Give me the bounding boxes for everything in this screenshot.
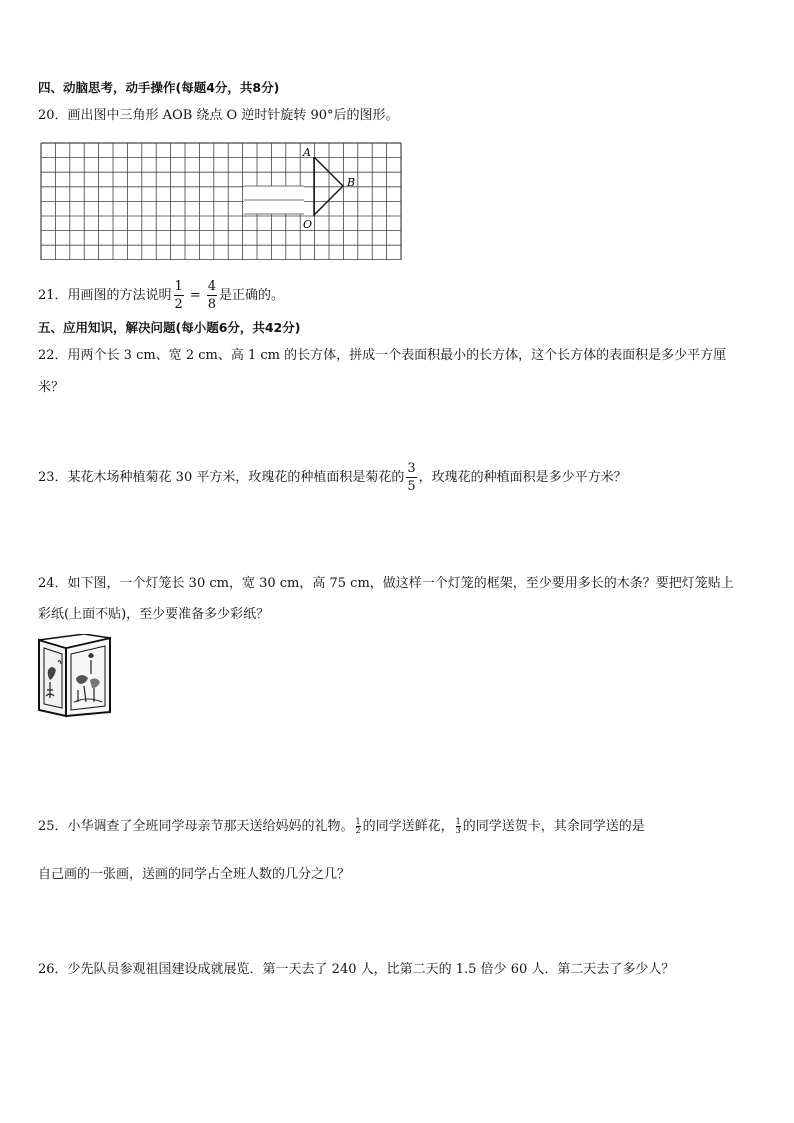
- label-o: O: [303, 218, 313, 231]
- lantern-illustration: [36, 634, 116, 724]
- fraction-numerator: 1: [455, 817, 461, 826]
- question-21-prefix: 21．用画图的方法说明: [38, 288, 172, 303]
- question-25-mid: 的同学送鲜花，: [362, 819, 454, 834]
- fraction-denominator: 2: [174, 297, 183, 312]
- fraction-one-half: [174, 280, 184, 311]
- question-23-suffix: ，玫瑰花的种植面积是多少平方米？: [418, 470, 627, 485]
- question-22-line-1: 22．用两个长 3 cm、宽 2 cm、高 1 cm 的长方体，拼成一个表面积最小的长方体，这个长方体的表面积是多少平方厘: [38, 348, 727, 363]
- fraction-denominator: 8: [207, 297, 217, 312]
- question-21-suffix: 是正确的。: [219, 288, 285, 303]
- rotation-grid-figure: [40, 142, 402, 264]
- question-23-prefix: 23．某花木场种植菊花 30 平方米，玫瑰花的种植面积是菊花的: [38, 470, 405, 485]
- grid-lines: [41, 143, 401, 260]
- fraction-numerator: 1: [355, 817, 361, 826]
- question-25-prefix: 25．小华调查了全班同学母亲节那天送给妈妈的礼物。: [38, 819, 354, 834]
- question-26: 26．少先队员参观祖国建设成就展览．第一天去了 240 人，比第二天的 1.5 倍少 60 人．第二天去了多少人？: [38, 962, 675, 977]
- fraction-one-third-small: [456, 818, 461, 835]
- question-24-line-1: 24．如下图，一个灯笼长 30 cm，宽 30 cm，高 75 cm，做这样一个灯笼的框架，至少要用多长的木条？要把灯笼贴上: [38, 576, 734, 591]
- question-22-line-2: 米？: [38, 380, 65, 395]
- fraction-four-eighths: [207, 280, 217, 311]
- question-21: [38, 280, 284, 311]
- fraction-numerator: 1: [174, 279, 183, 294]
- question-23: [38, 462, 627, 493]
- fraction-numerator: 4: [207, 279, 217, 294]
- grid-svg: [40, 142, 402, 260]
- fraction-numerator: 3: [407, 461, 416, 476]
- section-five-heading: 五、应用知识，解决问题(每小题6分，共42分): [38, 320, 301, 335]
- fraction-denominator: 3: [455, 826, 461, 835]
- question-24-line-2: 彩纸(上面不贴)，至少要准备多少彩纸？: [38, 607, 270, 622]
- triangle-aob: [314, 157, 343, 215]
- fraction-three-fifths: [406, 462, 416, 493]
- equals-sign: =: [189, 288, 201, 303]
- question-25-line-2: 自己画的一张画，送画的同学占全班人数的几分之几？: [38, 867, 351, 882]
- fraction-denominator: 5: [407, 479, 416, 494]
- question-20: 20．画出图中三角形 AOB 绕点 O 逆时针旋转 90°后的图形。: [38, 108, 399, 123]
- fraction-one-half-small: [356, 818, 361, 835]
- lantern-svg: [36, 634, 116, 720]
- question-25-suffix: 的同学送贺卡，其余同学送的是: [462, 819, 645, 834]
- question-25-line-1: [38, 815, 645, 835]
- label-a: A: [303, 146, 311, 159]
- fraction-denominator: 2: [355, 826, 361, 835]
- section-four-heading: 四、动脑思考，动手操作(每题4分，共8分): [38, 80, 280, 95]
- label-b: B: [347, 176, 356, 189]
